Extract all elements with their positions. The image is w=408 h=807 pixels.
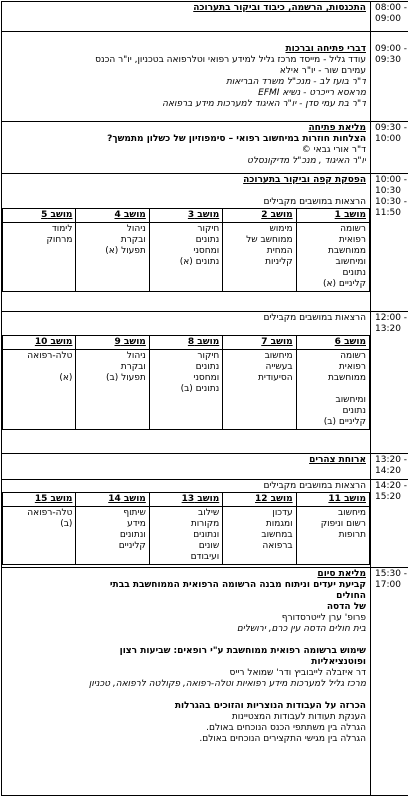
track-topic-line: לימוד — [51, 224, 73, 234]
track-heading: מושב 5 — [3, 209, 76, 223]
track-topic-line: מקורות — [190, 519, 220, 529]
speaker-line: מרכז גליל למערכות מידע רפואיות וטלה-רפואה, פקולטה לרפואה, טכניון — [88, 679, 366, 689]
track-topic-line: מימוש — [269, 224, 293, 234]
track-topic — [296, 223, 369, 292]
schedule-row — [2, 454, 408, 480]
track-topic-line: שילוב — [198, 508, 220, 518]
schedule-row — [2, 32, 408, 122]
track-topic-line: ומגמות — [265, 519, 293, 529]
track-heading: מושב 11 — [296, 493, 369, 507]
track-topic — [76, 223, 149, 292]
speaker-line: הכרזה על העבודות הנוצריות והזוכים בהגרלות — [174, 701, 366, 711]
track-topic-line: ובקרת — [120, 362, 146, 372]
speaker-line: יו"ר האיגוד , מנכ"ל מדיקונסלט — [247, 156, 366, 166]
track-topic-line: רשומה — [340, 351, 366, 361]
track-topic-line: קליניים (ב) — [323, 417, 366, 427]
track-topic-line: נתונים — [195, 235, 220, 245]
schedule-row — [2, 312, 408, 454]
session-title: דברי פתיחה וברכות — [285, 44, 366, 54]
track-topic-line: נתונים — [195, 362, 220, 372]
parallel-tracks — [2, 208, 370, 292]
track-heading: מושב 6 — [296, 336, 369, 350]
track-heading: מושב 4 — [76, 209, 149, 223]
tracks-body-row — [3, 507, 370, 565]
track-topic-line: ומחסני — [193, 246, 220, 256]
session-subtitle: הרצאות במושבים מקבילים — [263, 313, 366, 323]
session-time: 14:20 - 15:20 — [371, 480, 408, 568]
track-topic-line: קליניים (א) — [322, 279, 366, 289]
speaker-line: בית חולים הדסה עין כרם, ירושלים — [236, 624, 366, 634]
track-topic-line: עדכון — [272, 508, 293, 518]
track-topic — [223, 350, 296, 430]
session-content — [2, 174, 371, 312]
track-topic-line: תפעול (ב) — [106, 373, 146, 383]
tracks-header-row — [3, 493, 370, 507]
track-topic-line: קליניים — [118, 541, 146, 551]
track-topic-line: במחשוב — [261, 530, 293, 540]
track-topic — [149, 223, 222, 292]
session-time: 13:20 - 14:20 — [371, 454, 408, 480]
speaker-line: פרופ' ערן לייטרסדורף — [281, 613, 366, 623]
track-topic-line: שיתוף — [123, 508, 146, 518]
track-topic-line: הסיעודית — [257, 373, 293, 383]
session-content — [2, 2, 371, 32]
track-topic-line: ונתונים — [119, 530, 146, 540]
track-topic-line — [300, 384, 366, 395]
track-topic — [3, 350, 76, 430]
speaker-line: ד"ר בועז לב - מנכ"ל משרד הבריאות — [225, 77, 366, 87]
track-topic-line: ניהול — [126, 224, 146, 234]
track-topic-line: מיחשוב — [337, 508, 366, 518]
session-content — [2, 122, 371, 174]
track-topic-line: חיקור — [197, 351, 220, 361]
track-topic-line: ממוחשבת — [327, 373, 366, 383]
track-topic-line: ונתונים — [193, 530, 220, 540]
tracks-header-row — [3, 209, 370, 223]
track-topic-line: נתונים (א) — [179, 257, 220, 267]
parallel-tracks — [2, 492, 370, 565]
track-topic-line: ועיבודם — [190, 552, 220, 562]
schedule-row — [2, 2, 408, 32]
track-topic-line: חיקור — [197, 224, 220, 234]
track-topic-line: מיחשוב — [264, 351, 293, 361]
track-topic — [3, 223, 76, 292]
session-content — [2, 480, 371, 568]
session-time: 09:00 - 09:30 — [371, 32, 408, 122]
session-time: 08:00 - 09:00 — [371, 2, 408, 32]
tracks-body-row — [3, 223, 370, 292]
schedule-row — [2, 480, 408, 568]
track-heading: מושב 15 — [3, 493, 76, 507]
session-content — [2, 312, 371, 454]
track-heading: מושב 12 — [223, 493, 296, 507]
track-topic-line: ניהול — [126, 351, 146, 361]
track-topic — [149, 507, 222, 565]
speaker-line: ד"ר בת עמי סדן - יו"ר האיגוד למערכות מידע ברפואה — [162, 99, 366, 109]
session-time: 12:00 - 13:20 — [371, 312, 408, 454]
track-topic-line: רפואית — [338, 235, 366, 245]
session-title: מליאת סיום — [317, 569, 366, 579]
speaker-line: עודד גליל - מייסד מרכז גליל למידע רפואי וטלרפואה בטכניון, יו"ר הכנס — [95, 55, 366, 65]
session-title: התכנסות, הרשמה, כיבוד וביקור בתערוכה — [193, 3, 366, 13]
parallel-tracks — [2, 335, 370, 430]
tracks-header-row — [3, 336, 370, 350]
track-topic-line: (א) — [59, 373, 73, 383]
speaker-line: ד"ר אורי גבאי © — [301, 145, 366, 155]
speaker-line: מראסא רייכרט - נשיא EFMI — [258, 88, 366, 98]
schedule-row — [2, 568, 408, 796]
track-topic-line: נתונים — [342, 268, 366, 278]
speaker-line: דר איזבלה לייבוביץ ודר' שמואל רייס — [229, 668, 366, 678]
track-topic-line: נתונים — [342, 406, 366, 416]
speaker-line — [6, 635, 366, 646]
track-topic-line: ומיחשוב — [335, 395, 366, 405]
track-heading: מושב 14 — [76, 493, 149, 507]
session-title: ארוחת צהרים — [309, 455, 366, 465]
speaker-line: הגרלה בין מגישי התקצירים הנוכחים באולם. — [199, 734, 366, 744]
session-content — [2, 32, 371, 122]
track-topic — [149, 350, 222, 430]
track-heading: מושב 2 — [223, 209, 296, 223]
speaker-line: הענקת תעודות לעבודות המצטיינות — [231, 712, 366, 722]
track-topic-line: ברפואה — [262, 541, 293, 551]
track-topic-line: ומחסני — [193, 373, 220, 383]
track-topic-line: המחית — [266, 246, 293, 256]
track-topic-line: תפעול (א) — [105, 246, 146, 256]
track-heading: מושב 9 — [76, 336, 149, 350]
speaker-line: עמירם שור - יו"ר אילא — [279, 66, 366, 76]
schedule-table — [1, 1, 408, 796]
track-topic-line: קליניות — [265, 257, 293, 267]
track-topic-line: נתונים (ב) — [180, 384, 220, 394]
speaker-line: החולים — [336, 591, 366, 601]
track-topic-line: רשום וניפוק — [320, 519, 366, 529]
track-topic-line: ובקרת — [120, 235, 146, 245]
track-topic — [76, 507, 149, 565]
track-heading: מושב 7 — [223, 336, 296, 350]
track-topic — [223, 507, 296, 565]
track-heading: מושב 3 — [149, 209, 222, 223]
schedule-row — [2, 174, 408, 312]
track-topic-line: ממוחשבת — [327, 246, 366, 256]
session-time: 09:30 - 10:00 — [371, 122, 408, 174]
track-topic — [296, 507, 369, 565]
track-heading: מושב 10 — [3, 336, 76, 350]
track-heading: מושב 8 — [149, 336, 222, 350]
speaker-line: קביעת יעדים וניתוח מבנה הרשומה הרפואית הממוחשבת בבתי — [109, 580, 366, 590]
track-topic-line: רפואית — [338, 362, 366, 372]
speaker-line: שימוש ברשומה רפואית ממוחשבת ע"י רופאים: שביעות רצון — [119, 646, 366, 656]
track-topic-line: ומיחשוב — [335, 257, 366, 267]
session-content — [2, 568, 371, 796]
track-topic-line: בעשייה — [265, 362, 293, 372]
track-topic — [296, 350, 369, 430]
session-content — [2, 454, 371, 480]
track-topic-line: רשומה — [340, 224, 366, 234]
track-topic-line: טלה-רפואה — [27, 351, 73, 361]
speaker-line: הצלחות חוזרות במיחשוב רפואי – סימפוזיון של כשלון מתמשך? — [107, 134, 366, 144]
speaker-line — [6, 690, 366, 701]
session-time: 15:30 - 17:00 — [371, 568, 408, 796]
track-topic-line: מרחוק — [46, 235, 73, 245]
session-subtitle: הרצאות במושבים מקבילים — [263, 481, 366, 491]
tracks-body-row — [3, 350, 370, 430]
track-topic-line: טלה-רפואה — [27, 508, 73, 518]
session-time: 10:00 - 10:30 10:30 - 11:50 — [371, 174, 408, 312]
schedule-row — [2, 122, 408, 174]
track-topic-line: שונים — [198, 541, 220, 551]
session-subtitle: הרצאות במושבים מקבילים — [263, 197, 366, 207]
track-topic-line — [6, 362, 72, 373]
session-title: מליאת פתיחה — [308, 123, 366, 133]
track-topic — [3, 507, 76, 565]
track-heading: מושב 13 — [149, 493, 222, 507]
track-topic-line: תרופות — [338, 530, 366, 540]
track-topic — [76, 350, 149, 430]
speaker-line: הגרלה בין משתתפי הכנס הנוכחים באולם. — [206, 723, 366, 733]
track-topic-line: (ב) — [60, 519, 73, 529]
track-topic-line: ממוחשב של — [246, 235, 293, 245]
speaker-line: ופוטנציאליות — [311, 657, 366, 667]
speaker-line: של הדסה — [326, 602, 366, 612]
track-topic — [223, 223, 296, 292]
track-topic-line: מידע — [127, 519, 146, 529]
session-title: הפסקת קפה וביקור בתערוכה — [243, 175, 366, 185]
track-heading: מושב 1 — [296, 209, 369, 223]
